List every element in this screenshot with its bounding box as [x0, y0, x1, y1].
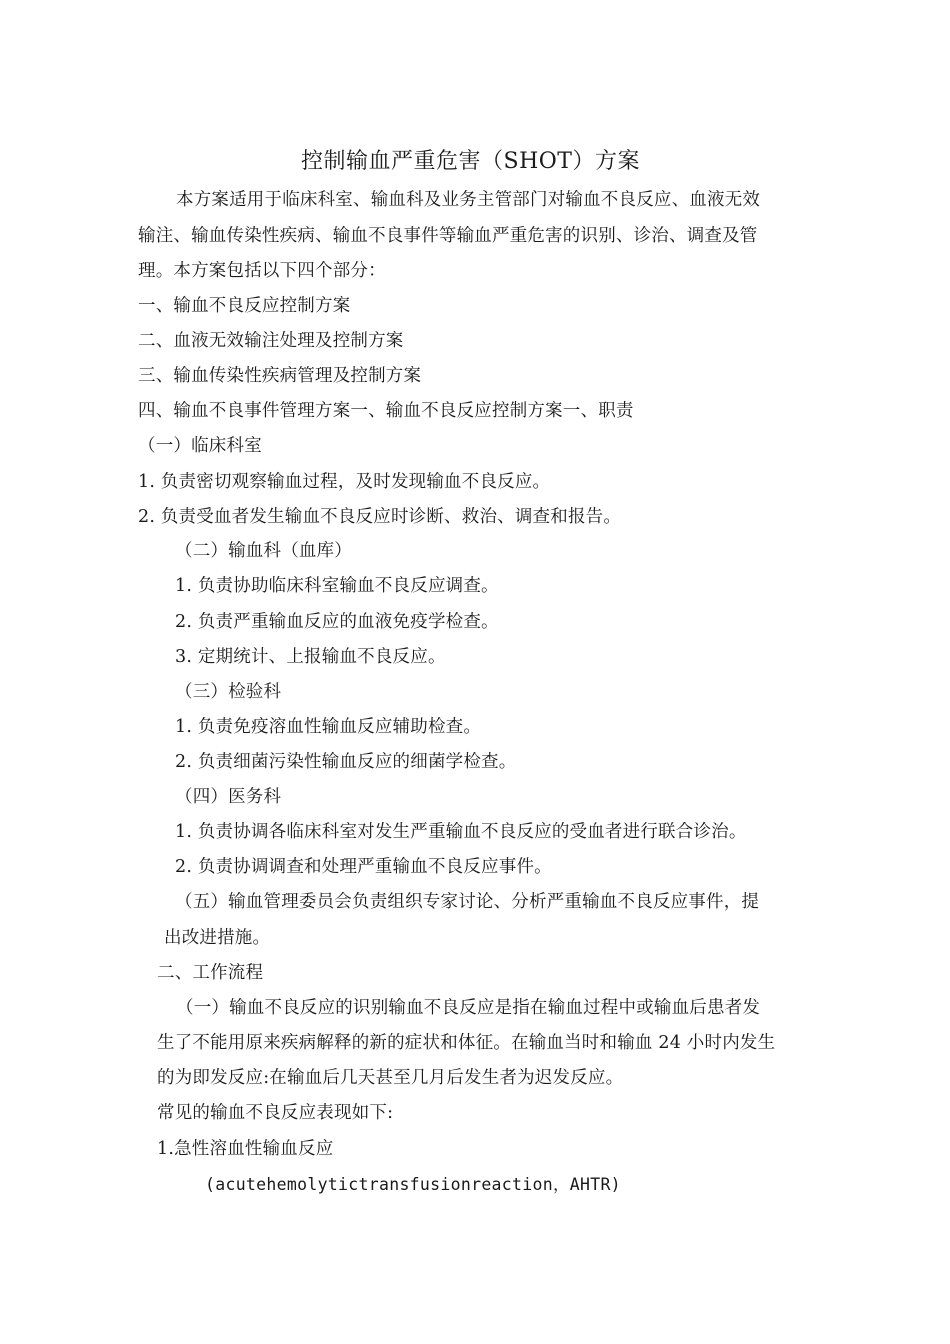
clinical-heading: （一）临床科室	[138, 436, 262, 456]
clinical-item-1: 1. 负责密切观察输血过程，及时发现输血不良反应。	[138, 472, 551, 492]
intro-line-2: 输注、输血传染性疾病、输血不良事件等输血严重危害的识别、诊治、调查及管	[138, 226, 758, 246]
workflow-para-line-3: 的为即发反应:在输血后几天甚至几月后发生者为迟发反应。	[157, 1068, 624, 1088]
part-4: 四、输血不良事件管理方案一、输血不良反应控制方案一、职责	[138, 401, 634, 421]
lab-item-1: 1. 负责免疫溶血性输血反应辅助检查。	[175, 717, 482, 737]
lab-heading: （三）检验科	[175, 682, 282, 702]
workflow-para-line-1: （一）输血不良反应的识别输血不良反应是指在输血过程中或输血后患者发	[176, 998, 761, 1018]
medical-affairs-item-1: 1. 负责协调各临床科室对发生严重输血不良反应的受血者进行联合诊治。	[175, 822, 747, 842]
reaction-item-1-english: (acutehemolytictransfusionreaction，AHTR)	[205, 1175, 621, 1194]
workflow-para-line-2: 生了不能用原来疾病解释的新的症状和体征。在输血当时和输血 24 小时内发生	[157, 1033, 776, 1053]
intro-line-3: 理。本方案包括以下四个部分：	[138, 261, 386, 281]
medical-affairs-heading: （四）医务科	[175, 787, 282, 807]
blood-bank-heading: （二）输血科（血库）	[175, 541, 352, 561]
workflow-heading: 二、工作流程	[157, 963, 264, 983]
lab-item-2: 2. 负责细菌污染性输血反应的细菌学检查。	[175, 752, 517, 772]
reaction-item-1: 1.急性溶血性输血反应	[157, 1139, 334, 1159]
part-1: 一、输血不良反应控制方案	[138, 296, 351, 316]
clinical-item-2: 2. 负责受血者发生输血不良反应时诊断、救治、调查和报告。	[138, 507, 622, 527]
document-title: 控制输血严重危害（SHOT）方案	[301, 149, 640, 174]
committee-line-1: （五）输血管理委员会负责组织专家讨论、分析严重输血不良反应事件，提	[175, 892, 760, 912]
blood-bank-item-1: 1. 负责协助临床科室输血不良反应调查。	[175, 576, 499, 596]
common-reactions-intro: 常见的输血不良反应表现如下:	[157, 1103, 394, 1123]
intro-line-1: 本方案适用于临床科室、输血科及业务主管部门对输血不良反应、血液无效	[176, 190, 761, 210]
committee-line-2: 出改进措施。	[164, 928, 271, 948]
blood-bank-item-3: 3. 定期统计、上报输血不良反应。	[175, 647, 446, 667]
part-2: 二、血液无效输注处理及控制方案	[138, 331, 404, 351]
blood-bank-item-2: 2. 负责严重输血反应的血液免疫学检查。	[175, 612, 499, 632]
medical-affairs-item-2: 2. 负责协调调查和处理严重输血不良反应事件。	[175, 857, 552, 877]
part-3: 三、输血传染性疾病管理及控制方案	[138, 366, 422, 386]
